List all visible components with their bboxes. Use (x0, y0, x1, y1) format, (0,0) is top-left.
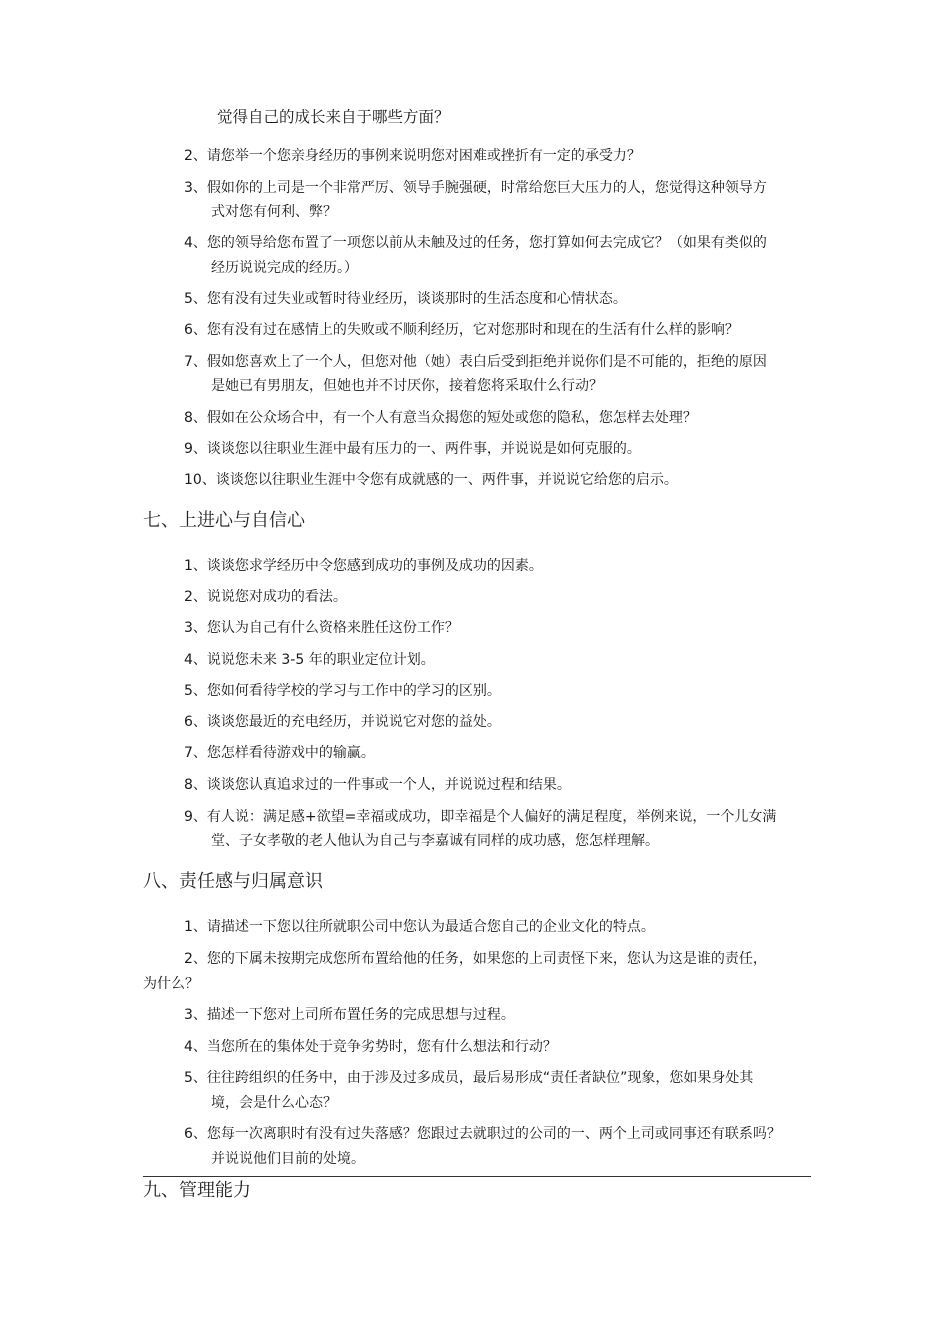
section-heading: 九、管理能力 (143, 1180, 251, 1201)
list-item: 5、您有没有过失业或暂时待业经历，谈谈那时的生活态度和心情状态。 (184, 291, 627, 307)
list-item: 7、您怎样看待游戏中的输赢。 (184, 745, 375, 761)
list-item-continuation: 并说说他们目前的处境。 (211, 1151, 365, 1167)
list-item: 6、谈谈您最近的充电经历，并说说它对您的益处。 (184, 714, 501, 730)
list-item: 8、假如在公众场合中，有一个人有意当众揭您的短处或您的隐私，您怎样去处理？ (184, 410, 697, 426)
list-item-continuation: 式对您有何利、弊？ (211, 204, 337, 220)
list-item-continuation: 经历说说完成的经历。） (211, 260, 358, 276)
list-item: 5、您如何看待学校的学习与工作中的学习的区别。 (184, 683, 501, 699)
list-item: 1、请描述一下您以往所就职公司中您认为最适合您自己的企业文化的特点。 (184, 919, 655, 935)
list-item: 2、请您举一个您亲身经历的事例来说明您对困难或挫折有一定的承受力？ (184, 148, 641, 164)
list-item: 2、您的下属未按期完成您所布置给他的任务，如果您的上司责怪下来，您认为这是谁的责任， (184, 951, 767, 967)
list-item: 3、您认为自己有什么资格来胜任这份工作？ (184, 620, 459, 636)
list-item: 3、假如你的上司是一个非常严厉、领导手腕强硬，时常给您巨大压力的人，您觉得这种领导方 (184, 180, 767, 196)
list-item: 9、有人说：满足感+欲望=幸福或成功，即幸福是个人偏好的满足程度，举例来说，一个儿女满 (184, 809, 777, 825)
list-item: 5、往往跨组织的任务中，由于涉及过多成员，最后易形成“责任者缺位”现象，您如果身处其 (184, 1070, 754, 1086)
horizontal-divider (143, 1176, 811, 1177)
list-item-continuation: 为什么？ (143, 976, 199, 992)
section-heading: 八、责任感与归属意识 (143, 871, 323, 892)
list-item: 4、您的领导给您布置了一项您以前从未触及过的任务，您打算如何去完成它？（如果有类似的 (184, 235, 767, 251)
list-item: 6、您有没有过在感情上的失败或不顺利经历，它对您那时和现在的生活有什么样的影响？ (184, 322, 739, 338)
list-item: 3、描述一下您对上司所布置任务的完成思想与过程。 (184, 1007, 515, 1023)
list-item: 9、谈谈您以往职业生涯中最有压力的一、两件事，并说说是如何克服的。 (184, 441, 641, 457)
intro-continuation: 觉得自己的成长来自于哪些方面？ (217, 108, 450, 126)
section-heading: 七、上进心与自信心 (143, 510, 305, 531)
list-item: 10、谈谈您以往职业生涯中令您有成就感的一、两件事，并说说它给您的启示。 (184, 472, 678, 488)
list-item-continuation: 是她已有男朋友，但她也并不讨厌你，接着您将采取什么行动？ (211, 378, 603, 394)
list-item: 1、谈谈您求学经历中令您感到成功的事例及成功的因素。 (184, 558, 543, 574)
list-item: 6、您每一次离职时有没有过失落感？您跟过去就职过的公司的一、两个上司或同事还有联系吗？ (184, 1126, 781, 1142)
list-item-continuation: 境，会是什么心态？ (211, 1095, 337, 1111)
list-item: 8、谈谈您认真追求过的一件事或一个人，并说说过程和结果。 (184, 777, 571, 793)
list-item: 7、假如您喜欢上了一个人，但您对他（她）表白后受到拒绝并说你们是不可能的，拒绝的原因 (184, 354, 767, 370)
list-item: 4、说说您未来 3-5 年的职业定位计划。 (184, 652, 435, 668)
list-item: 4、当您所在的集体处于竞争劣势时，您有什么想法和行动？ (184, 1039, 557, 1055)
list-item: 2、说说您对成功的看法。 (184, 589, 347, 605)
list-item-continuation: 堂、子女孝敬的老人他认为自己与李嘉诚有同样的成功感，您怎样理解。 (211, 833, 659, 849)
